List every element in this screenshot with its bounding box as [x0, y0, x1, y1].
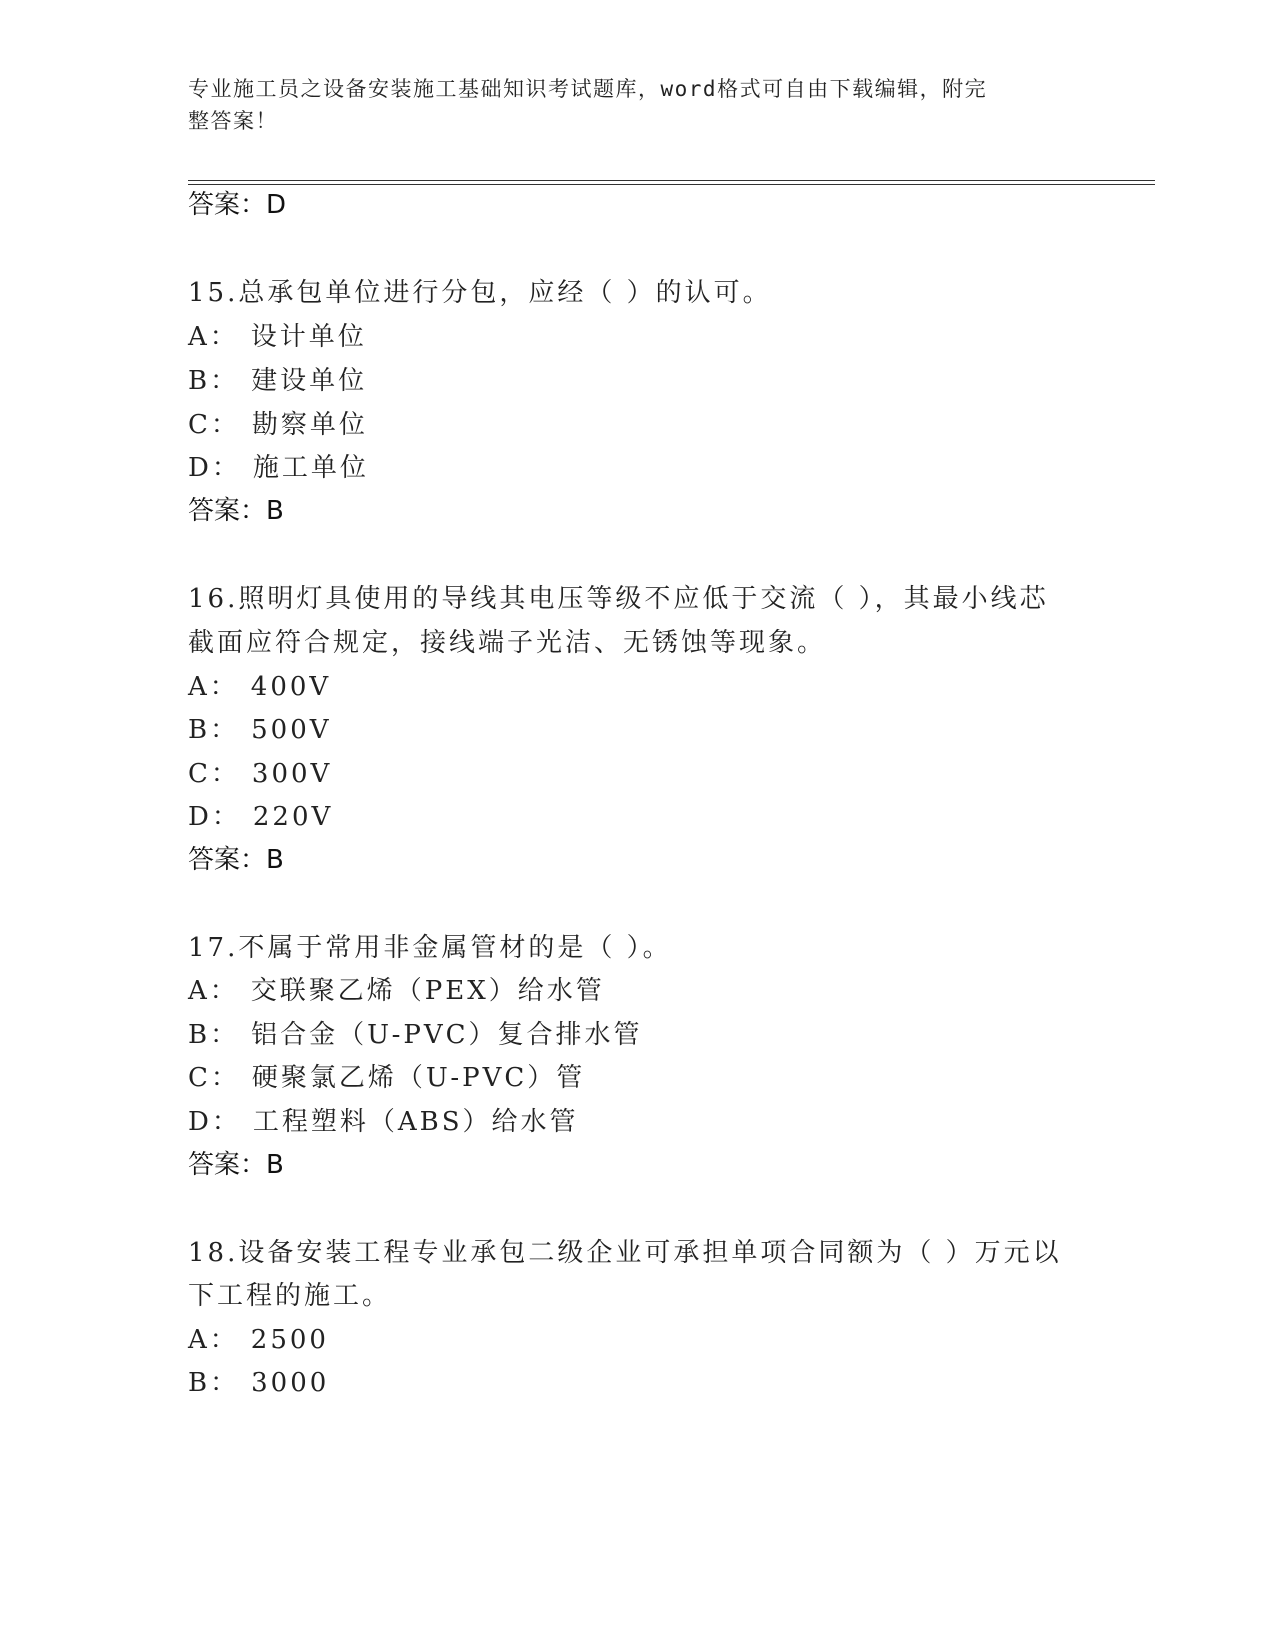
option-text: 500V	[251, 715, 332, 745]
option-a	[188, 320, 367, 354]
question-stem-continued: 下工程的施工。	[188, 1281, 392, 1311]
question-stem: 18.设备安装工程专业承包二级企业可承担单项合同额为（ ）万元以	[188, 1238, 1062, 1268]
option-letter: D：	[188, 802, 241, 832]
option-text: 铝合金（U-PVC）复合排水管	[251, 1020, 643, 1050]
option-a	[188, 670, 331, 704]
option-text: 300V	[251, 759, 333, 789]
header-line-2: 整答案！	[188, 109, 278, 133]
option-letter: D：	[188, 1107, 241, 1137]
option-a	[188, 974, 605, 1008]
option-b	[188, 713, 332, 747]
header-divider-bottom	[188, 184, 1155, 185]
option-d	[188, 800, 333, 834]
answer-line: 答案：B	[188, 845, 284, 875]
option-letter: A：	[188, 672, 239, 702]
option-letter: B：	[188, 366, 240, 396]
option-letter: A：	[188, 1325, 239, 1355]
answer-line: 答案：B	[188, 1150, 284, 1180]
option-b	[188, 1018, 643, 1052]
option-c	[188, 408, 368, 442]
option-text: 勘察单位	[251, 410, 368, 440]
option-b	[188, 1366, 329, 1400]
option-text: 2500	[250, 1325, 329, 1355]
option-c	[188, 757, 332, 791]
option-letter: C：	[188, 759, 240, 789]
option-text: 施工单位	[252, 453, 369, 483]
option-letter: B：	[188, 715, 240, 745]
option-letter: A：	[188, 322, 239, 352]
header-line-1: 专业施工员之设备安装施工基础知识考试题库，word格式可自由下载编辑，附完	[188, 77, 988, 101]
option-letter: C：	[188, 410, 240, 440]
option-text: 建设单位	[251, 366, 368, 396]
answer-line: 答案：B	[188, 496, 284, 526]
question-stem-continued: 截面应符合规定，接线端子光洁、无锈蚀等现象。	[188, 628, 827, 658]
option-d	[188, 451, 369, 485]
option-d	[188, 1105, 579, 1139]
option-text: 交联聚乙烯（PEX）给水管	[250, 976, 605, 1006]
option-letter: B：	[188, 1368, 240, 1398]
option-b	[188, 364, 367, 398]
option-letter: B：	[188, 1020, 240, 1050]
option-letter: D：	[188, 453, 241, 483]
option-letter: A：	[188, 976, 239, 1006]
option-text: 工程塑料（ABS）给水管	[252, 1107, 579, 1137]
option-letter: C：	[188, 1063, 240, 1093]
option-text: 3000	[251, 1368, 330, 1398]
answer-line: 答案：D	[188, 190, 287, 220]
option-text: 硬聚氯乙烯（U-PVC）管	[251, 1063, 586, 1093]
option-text: 220V	[252, 802, 334, 832]
header-divider-top	[188, 180, 1155, 181]
document-header	[188, 73, 1068, 137]
question-stem: 15.总承包单位进行分包，应经（ ）的认可。	[188, 278, 772, 308]
option-c	[188, 1061, 585, 1095]
option-text: 400V	[250, 672, 332, 702]
option-text: 设计单位	[250, 322, 367, 352]
question-stem: 17.不属于常用非金属管材的是（ ）。	[188, 933, 672, 963]
question-stem: 16.照明灯具使用的导线其电压等级不应低于交流（ ），其最小线芯	[188, 584, 1049, 614]
option-a	[188, 1323, 329, 1357]
